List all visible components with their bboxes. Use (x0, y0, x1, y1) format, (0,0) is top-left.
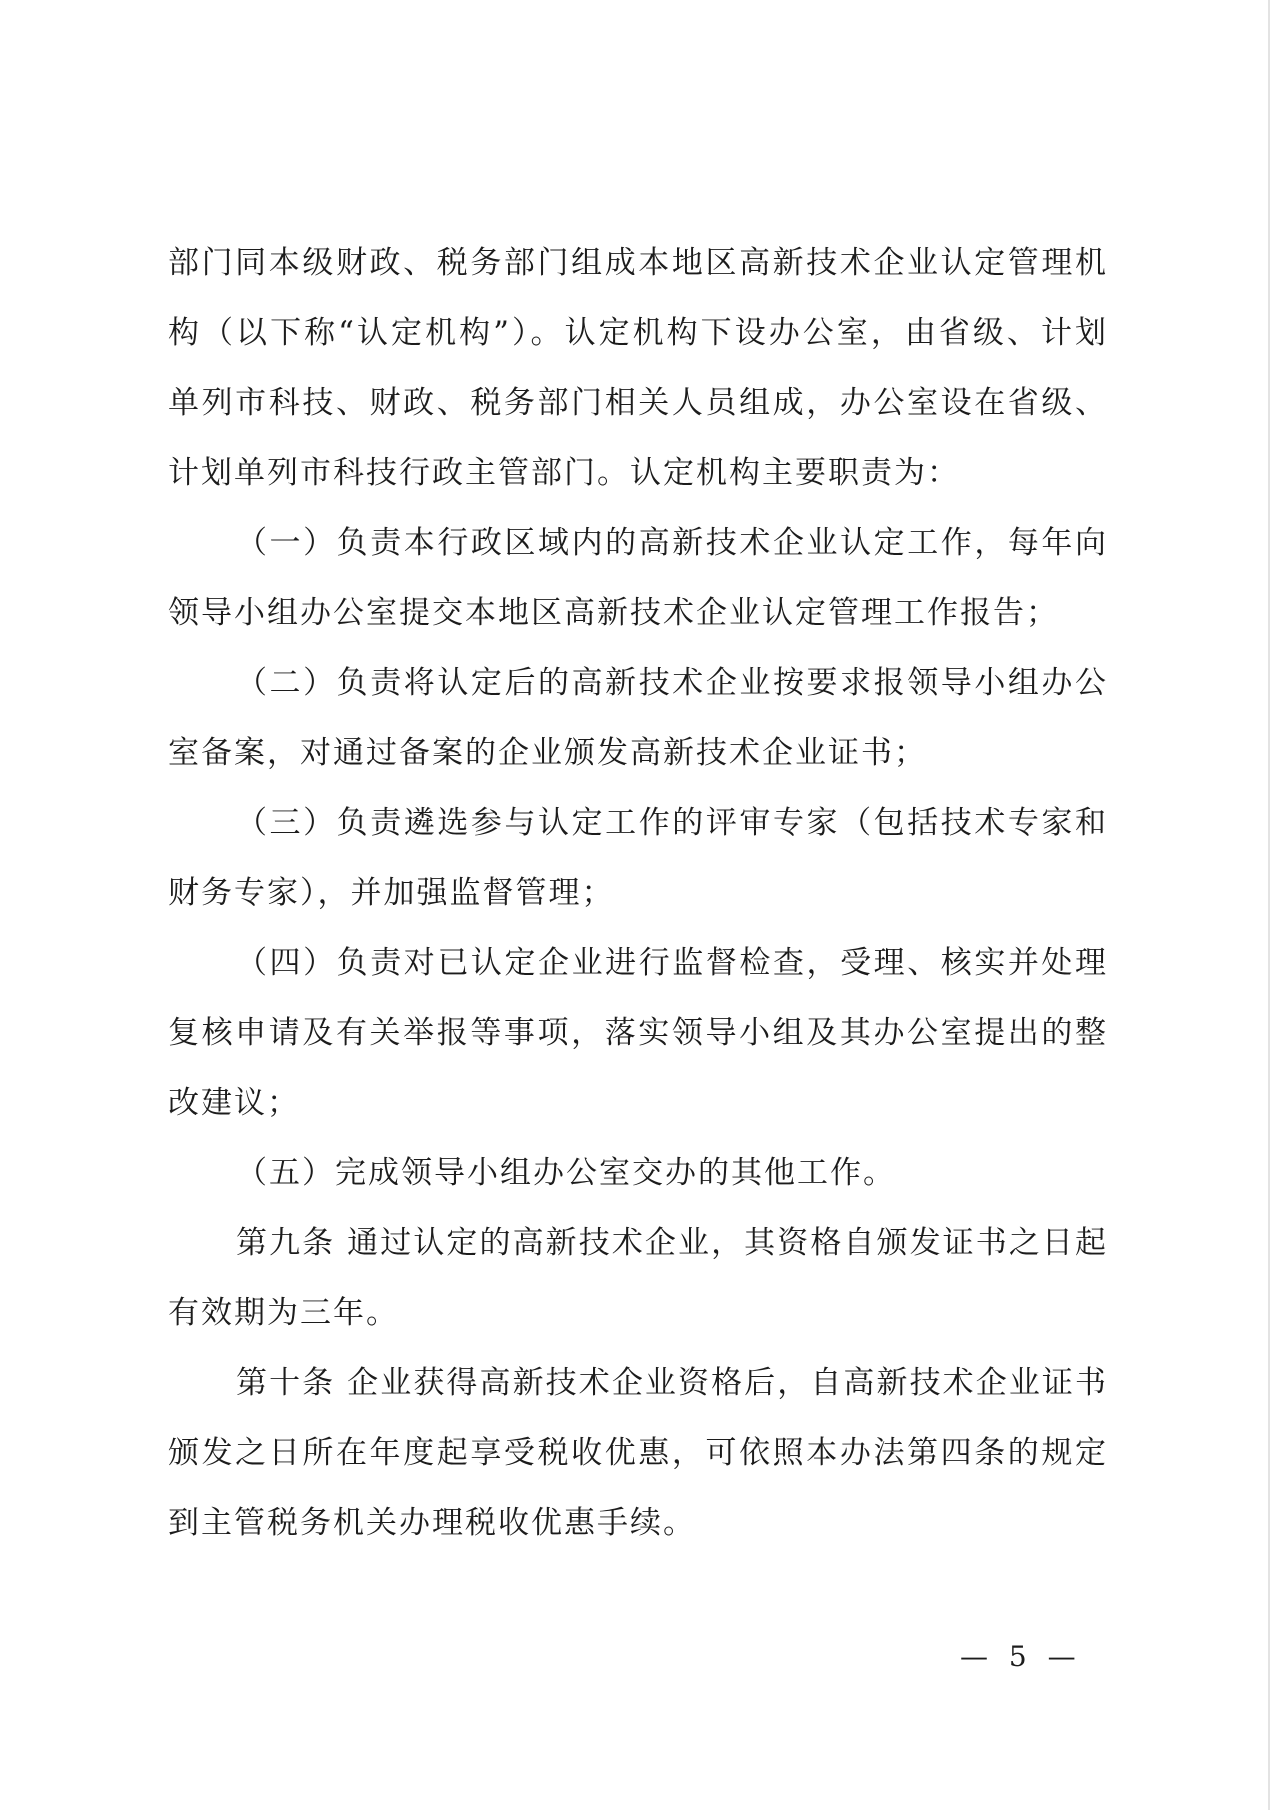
paragraph-duty-2: （二）负责将认定后的高新技术企业按要求报领导小组办公室备案，对通过备案的企业颁发高新技术企业证书； (168, 665, 1108, 771)
page-number: — 5 — (960, 1640, 1082, 1673)
paragraph-continuation: 部门同本级财政、税务部门组成本地区高新技术企业认定管理机构（以下称“认定机构”）。认定机构下设办公室，由省级、计划单列市科技、财政、税务部门相关人员组成，办公室设在省级、计划单列市科技行政主管部门。认定机构主要职责为： (168, 245, 1108, 491)
paragraph-article-10: 第十条 企业获得高新技术企业资格后，自高新技术企业证书颁发之日所在年度起享受税收优惠，可依照本办法第四条的规定到主管税务机关办理税收优惠手续。 (168, 1365, 1108, 1541)
body-text (168, 228, 1108, 1558)
page-edge-line (1268, 0, 1270, 1810)
paragraph-duty-3: （三）负责遴选参与认定工作的评审专家（包括技术专家和财务专家），并加强监督管理； (168, 805, 1108, 911)
paragraph-duty-4: （四）负责对已认定企业进行监督检查，受理、核实并处理复核申请及有关举报等事项，落实领导小组及其办公室提出的整改建议； (168, 945, 1108, 1121)
paragraph-article-9: 第九条 通过认定的高新技术企业，其资格自颁发证书之日起有效期为三年。 (168, 1225, 1108, 1331)
paragraph-duty-1: （一）负责本行政区域内的高新技术企业认定工作，每年向领导小组办公室提交本地区高新技术企业认定管理工作报告； (168, 525, 1108, 631)
paragraph-duty-5: （五）完成领导小组办公室交办的其他工作。 (236, 1155, 896, 1191)
